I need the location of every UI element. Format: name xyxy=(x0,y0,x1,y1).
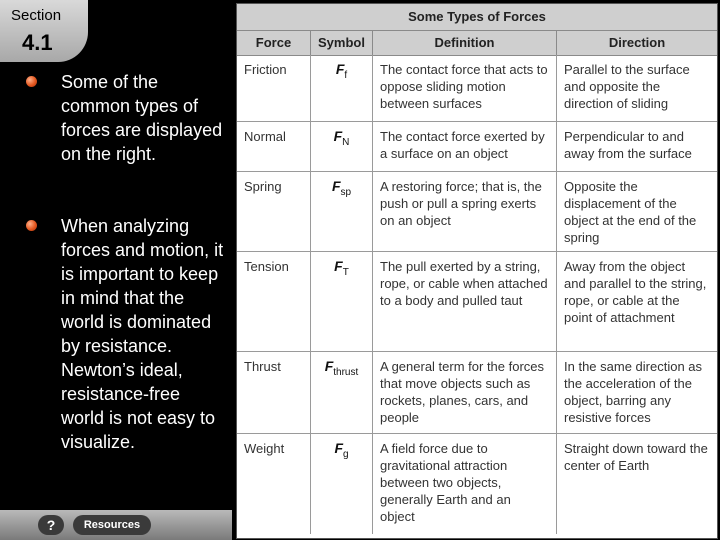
bullet-item xyxy=(26,70,226,200)
cell-definition: A restoring force; that is, the push or pull a spring exerts on an object xyxy=(373,172,557,251)
resources-bar xyxy=(0,510,232,540)
section-number: 4.1 xyxy=(22,30,53,55)
cell-direction: Opposite the displacement of the object at the end of the spring xyxy=(564,179,697,245)
cell-definition: The pull exerted by a string, rope, or cable when attached to a body and pulled taut xyxy=(373,252,557,351)
header-symbol: Symbol xyxy=(311,31,373,55)
bullet-text: Some of the common types of forces are displayed on the right. xyxy=(61,72,223,164)
help-button[interactable]: ? xyxy=(38,515,64,535)
cell-symbol: $F_{thrust}$ xyxy=(311,352,373,433)
table-header-row xyxy=(237,30,717,56)
bullet-icon xyxy=(26,220,37,231)
bullet-text: When analyzing forces and motion, it is important to keep in mind that the world is dominated by resistance. Newton’s ideal, resistance-free world is not easy to visualize. xyxy=(61,216,224,452)
cell-symbol: $F_{sp}$ xyxy=(311,172,373,251)
forces-table xyxy=(236,3,718,539)
cell-direction: Parallel to the surface and opposite the direction of sliding xyxy=(564,62,690,111)
cell-force: Spring xyxy=(237,172,311,251)
cell-direction: Away from the object and parallel to the string, rope, or cable at the point of attachment xyxy=(564,259,707,325)
cell-definition: A general term for the forces that move objects such as rockets, planes, cars, and people xyxy=(373,352,557,433)
cell-definition: The contact force exerted by a surface on an object xyxy=(373,122,557,171)
table-row xyxy=(237,122,717,172)
table-title: Some Types of Forces xyxy=(237,4,717,30)
cell-force: Normal xyxy=(237,122,311,171)
cell-force: Thrust xyxy=(237,352,311,433)
section-tab xyxy=(0,0,88,62)
resources-button[interactable]: Resources xyxy=(73,515,151,535)
cell-definition: A field force due to gravitational attraction between two objects, generally Earth and an object xyxy=(373,434,557,534)
cell-symbol: $F_f$ xyxy=(311,55,373,121)
cell-force: Tension xyxy=(237,252,311,351)
cell-definition: The contact force that acts to oppose sliding motion between surfaces xyxy=(373,55,557,121)
header-direction: Direction xyxy=(608,35,666,50)
header-force: Force xyxy=(237,31,311,55)
cell-symbol: $F_T$ xyxy=(311,252,373,351)
section-label: Section xyxy=(11,7,62,24)
cell-direction: Straight down toward the center of Earth xyxy=(564,441,708,473)
cell-force: Friction xyxy=(237,55,311,121)
cell-symbol: $F_g$ xyxy=(311,434,373,534)
bullet-item xyxy=(26,214,226,504)
table-row xyxy=(237,55,717,122)
header-definition: Definition xyxy=(373,31,557,55)
bullet-icon xyxy=(26,76,37,87)
table-row xyxy=(237,352,717,434)
table-row xyxy=(237,172,717,252)
cell-direction: In the same direction as the acceleration of the object, barring any resistive forces xyxy=(564,359,703,425)
cell-symbol: $F_N$ xyxy=(311,122,373,171)
table-row xyxy=(237,434,717,534)
table-row xyxy=(237,252,717,352)
cell-direction: Perpendicular to and away from the surface xyxy=(564,129,692,161)
cell-force: Weight xyxy=(237,434,311,534)
